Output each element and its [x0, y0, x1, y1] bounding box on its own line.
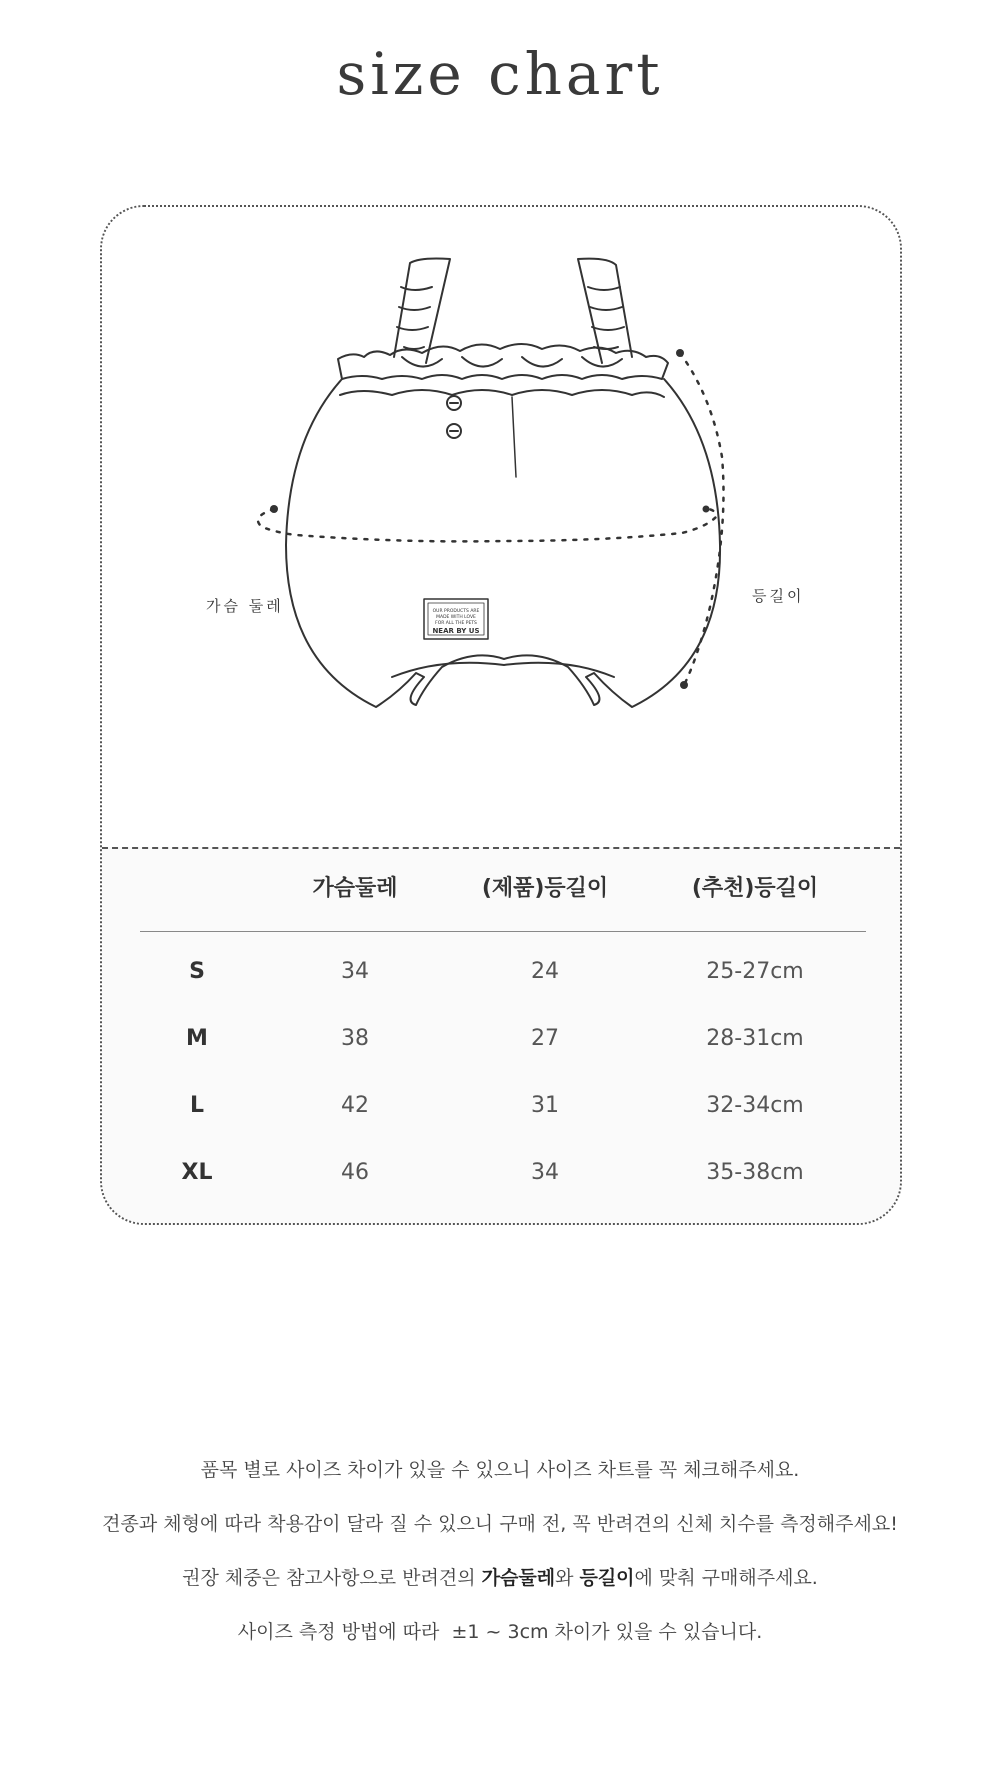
garment-illustration-area	[102, 207, 900, 847]
recommended-back-cell: 28-31cm	[706, 1026, 804, 1051]
table-row	[102, 1160, 900, 1200]
recommended-back-cell: 32-34cm	[706, 1093, 804, 1118]
note-line-3	[0, 1563, 1000, 1617]
size-notes	[0, 1455, 1000, 1671]
tag-line1: OUR PRODUCTS ARE	[432, 609, 480, 614]
tag-brand: NEAR BY US	[432, 627, 480, 635]
size-cell: S	[189, 959, 205, 984]
size-cell: XL	[181, 1160, 213, 1185]
size-table	[102, 847, 900, 1225]
tag-line2: MADE WITH LOVE	[436, 615, 476, 620]
note-line-3-chest: 가슴둘레	[481, 1567, 556, 1589]
chest-cell: 34	[341, 959, 369, 984]
right-strap	[578, 259, 632, 364]
chest-cell: 46	[341, 1160, 369, 1185]
note-line-3-before: 권장 체중은 참고사항으로 반려견의	[182, 1567, 482, 1589]
tag-line3: FOR ALL THE PETS	[435, 621, 477, 626]
chest-measure-label: 가슴 둘레	[206, 597, 284, 615]
table-row	[102, 1093, 900, 1133]
product-back-cell: 31	[531, 1093, 559, 1118]
size-cell: L	[189, 1093, 205, 1118]
size-chart-card	[100, 205, 902, 1225]
note-line-3-after: 에 맞춰 구매해주세요.	[634, 1567, 818, 1589]
note-line-4: 사이즈 측정 방법에 따라 ±1 ~ 3cm 차이가 있을 수 있습니다.	[237, 1621, 763, 1643]
chest-cell: 42	[341, 1093, 369, 1118]
note-line-3-back: 등길이	[579, 1567, 635, 1589]
product-back-cell: 27	[531, 1026, 559, 1051]
page-title: size chart	[336, 40, 664, 108]
header-product-back: (제품)등길이	[481, 876, 609, 901]
back-length-measure-label: 등길이	[752, 587, 805, 605]
product-back-cell: 34	[531, 1160, 559, 1185]
note-line-3-mid: 와	[555, 1567, 580, 1589]
table-row	[102, 1026, 900, 1066]
header-divider	[140, 931, 866, 932]
note-line-1: 품목 별로 사이즈 차이가 있을 수 있으니 사이즈 차트를 꼭 체크해주세요.	[200, 1459, 800, 1481]
size-cell: M	[186, 1026, 208, 1051]
table-row	[102, 959, 900, 999]
garment-illustration	[102, 207, 902, 847]
header-recommended-back: (추천)등길이	[691, 876, 819, 901]
chest-cell: 38	[341, 1026, 369, 1051]
recommended-back-cell: 25-27cm	[706, 959, 804, 984]
recommended-back-cell: 35-38cm	[706, 1160, 804, 1185]
header-chest: 가슴둘레	[312, 876, 398, 901]
note-line-2: 견종과 체형에 따라 착용감이 달라 질 수 있으니 구매 전, 꼭 반려견의 신체 치수를 측정해주세요!	[102, 1513, 898, 1535]
product-back-cell: 24	[531, 959, 559, 984]
table-header	[102, 871, 900, 911]
